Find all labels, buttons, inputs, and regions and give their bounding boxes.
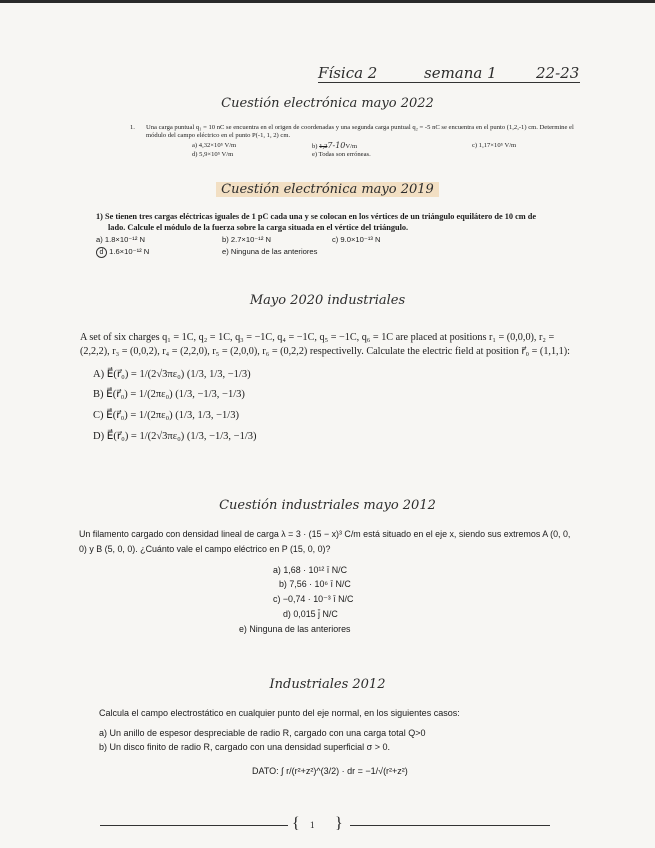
question-4 [79,527,579,637]
option-e: e) Ninguna de las anteriores [222,246,318,256]
question-number: 1. [130,124,135,131]
item-b: b) Un disco finito de radio R, cargado con una densidad superficial σ > 0. [99,742,390,752]
option-c: c) −0,74 · 10⁻³ ī N/C [273,594,354,605]
option-d: d) 5,9×10⁵ V/m [192,151,234,159]
question-text: Un filamento cargado con densidad lineal de carga λ = 3 · (15 − x)³ C/m está situado en el eje x, siendo sus extremos A (0, 0, 0) y B (5, 0, 0). ¿Cuánto vale el campo eléctrico en P (15, 0, 0)? [79,529,571,554]
question-3 [80,331,580,444]
section-5-heading: Industriales 2012 [269,677,386,692]
week-label: semana 1 [424,64,497,82]
option-a: a) 1.8×10⁻¹² N [96,235,145,245]
option-c: c) 9.0×10⁻¹³ N [332,235,381,245]
question-2 [96,211,551,258]
question-1 [130,124,575,160]
page-number: 1 [310,820,315,830]
option-a: a) 1,68 · 10¹² ī N/C [273,564,347,575]
section-2-heading: Cuestión electrónica mayo 2019 [0,182,655,197]
question-text: 1) Se tienen tres cargas eléctricas iguales de 1 pC cada una y se colocan en los vértices de un triángulo equilátero de 10 cm de lado. Calcule el módulo de la fuerza sobre la carga situada en el vértice del triángulo. [96,212,537,233]
option-c: c) 1,17×10⁵ V/m [472,141,517,149]
header-underline [318,82,580,83]
subject-title: Física 2 [318,64,378,82]
option-d: d 1.6×10⁻¹² N [96,246,222,258]
option-b: b) 2.7×10⁻¹² N [222,235,271,245]
section-1-heading: Cuestión electrónica mayo 2022 [221,96,434,111]
section-4-heading: Cuestión industriales mayo 2012 [219,498,436,513]
question-text: Calcula el campo electrostático en cualquier punto del eje normal, en los siguientes casos: [99,708,460,718]
question-text: A set of six charges q₁ = 1C, q₂ = 1C, q₃ = −1C, q₄ = −1C, q₅ = −1C, q₆ = 1C are placed at positions r₁ = (0,0,0), r₂ = (2,2,2), r₃ = (0,0,2), r₄ = (2,2,0), r₅ = (2,0,0), r₆ = (0,2,2) respectivelly. Calculate the electric field at position r⃗₀ = (1,1,1): [80,332,570,357]
question-5 [99,706,569,778]
option-a: a) 4,32×10⁵ V/m [192,141,237,149]
section-3-heading: Mayo 2020 industriales [249,293,406,308]
footer-brace-right: } [335,815,343,832]
footer-line-right [350,825,550,826]
option-b: b) 1,27-10V/m [312,140,358,150]
top-edge-line [0,0,655,3]
option-d: D) E⃗(r⃗₀) = 1/(2√3πε₀) (1/3, −1/3, −1/3) [93,430,257,442]
option-e: e) Todas son erróneas. [312,151,371,159]
selected-mark: d [96,247,107,258]
question-text: Una carga puntual q₁ = 10 nC se encuentra en el origen de coordenadas y una segunda carga puntual q₂ = -5 nC se encuentra en el punto (1,2,-1) cm. Determine el módulo del campo eléctrico en el punto P(-1, 1, 2) cm. [146,124,574,140]
option-a: A) E⃗(r⃗₀) = 1/(2√3πε₀) (1/3, 1/3, −1/3) [93,368,251,380]
course-year: 22-23 [536,64,580,82]
footer-brace-left: { [292,815,300,832]
option-b: B) E⃗(r⃗₀) = 1/(2πε₀) (1/3, −1/3, −1/3) [93,389,245,401]
option-e: e) Ninguna de las anteriores [239,623,351,634]
option-c: C) E⃗(r⃗₀) = 1/(2πε₀) (1/3, 1/3, −1/3) [93,410,239,422]
footer-line-left [100,825,288,826]
dato-formula: DATO: ∫ r/(r²+z²)^(3/2) · dr = −1/√(r²+z²) [252,766,408,776]
item-a: a) Un anillo de espesor despreciable de radio R, cargado con una carga total Q>0 [99,728,426,738]
option-b: b) 7,56 · 10⁶ ī N/C [279,579,351,590]
option-d: d) 0,015 j̄ N/C [283,608,338,619]
